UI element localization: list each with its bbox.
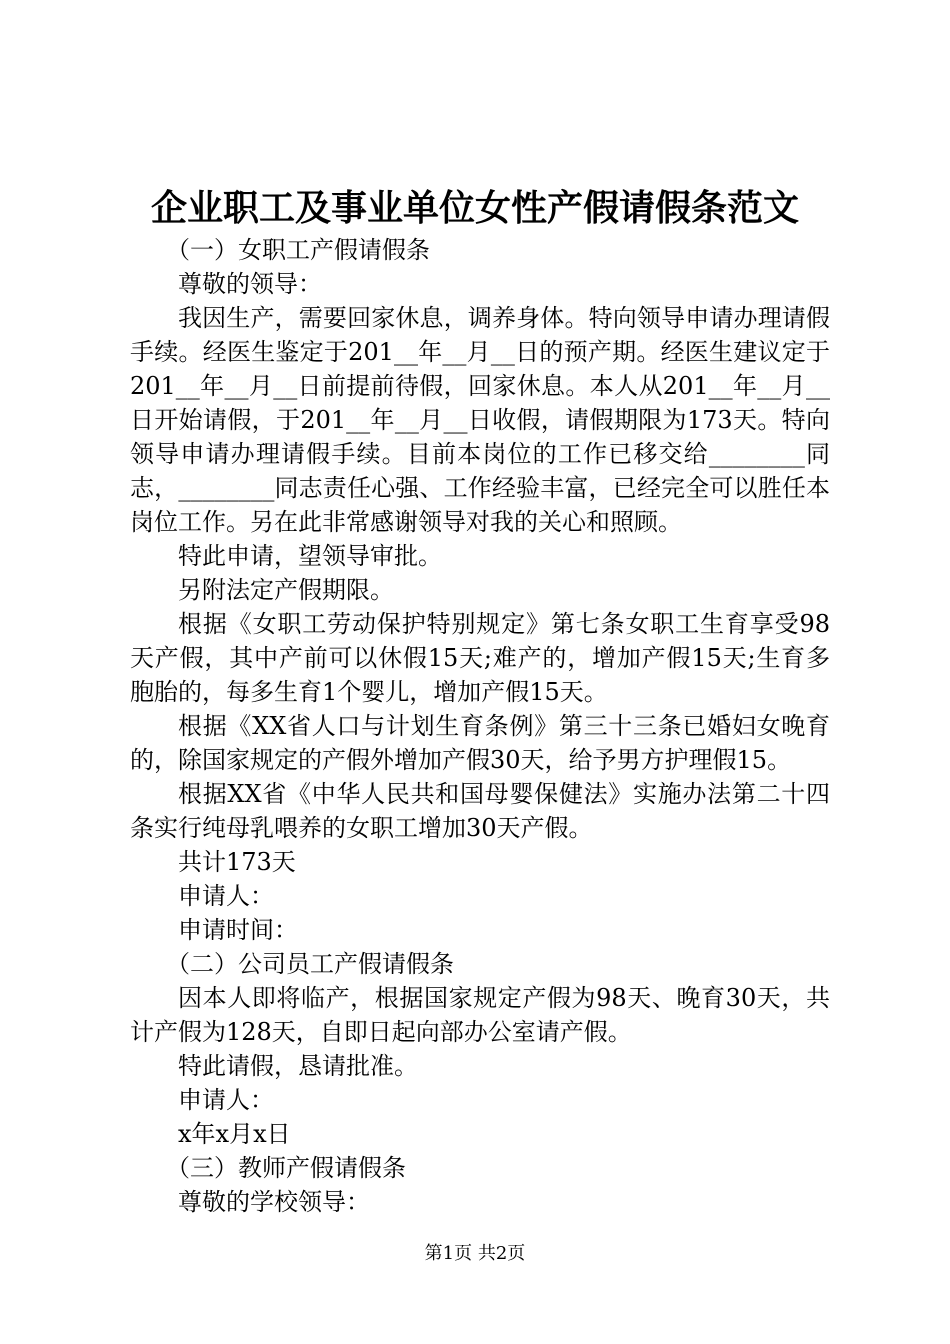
paragraph-closing-2: 特此请假，恳请批准。: [178, 1052, 418, 1080]
salutation-1: 尊敬的领导：: [178, 270, 322, 298]
section-heading-1: （一）女职工产假请假条: [166, 236, 430, 264]
paragraph-request: 我因生产，需要回家休息，调养身体。特向领导申请办理请假手续。经医生鉴定于201__年__月__日的预产期。经医生建议定于201__年__月__日前提前待假，回家休息。本人从201__年__月__日开始请假，于201__年__月__日收假，请假期限为173天。特向领导申请办理请假手续。目前本岗位的工作已移交给________同志，________同志责任心强、工作经验丰富，已经完全可以胜任本岗位工作。另在此非常感谢领导对我的关心和照顾。: [130, 304, 830, 536]
salutation-3: 尊敬的学校领导：: [178, 1188, 370, 1216]
paragraph-attachment: 另附法定产假期限。: [178, 576, 394, 604]
date-line: x年x月x日: [178, 1120, 291, 1148]
section-heading-3: （三）教师产假请假条: [166, 1154, 406, 1182]
section-heading-2: （二）公司员工产假请假条: [166, 950, 454, 978]
paragraph-regulation-1: 根据《女职工劳动保护特别规定》第七条女职工生育享受98天产假，其中产前可以休假15天;难产的，增加产假15天;生育多胞胎的，每多生育1个婴儿，增加产假15天。: [130, 610, 830, 706]
page-footer: 第1页 共2页: [424, 1243, 526, 1264]
paragraph-regulation-3: 根据XX省《中华人民共和国母婴保健法》实施办法第二十四条实行纯母乳喂养的女职工增加30天产假。: [130, 780, 830, 842]
paragraph-company-request: 因本人即将临产，根据国家规定产假为98天、晚育30天，共计产假为128天，自即日起向部办公室请产假。: [130, 984, 830, 1046]
applicant-label-1: 申请人：: [178, 882, 274, 910]
document-body: [130, 233, 830, 1219]
application-time-label: 申请时间：: [178, 916, 298, 944]
applicant-label-2: 申请人：: [178, 1086, 274, 1114]
paragraph-closing-1: 特此申请，望领导审批。: [178, 542, 442, 570]
document-title: 企业职工及事业单位女性产假请假条范文: [150, 187, 799, 229]
paragraph-regulation-2: 根据《XX省人口与计划生育条例》第三十三条已婚妇女晚育的，除国家规定的产假外增加产假30天，给予男方护理假15。: [130, 712, 830, 774]
paragraph-total: 共计173天: [178, 848, 296, 876]
